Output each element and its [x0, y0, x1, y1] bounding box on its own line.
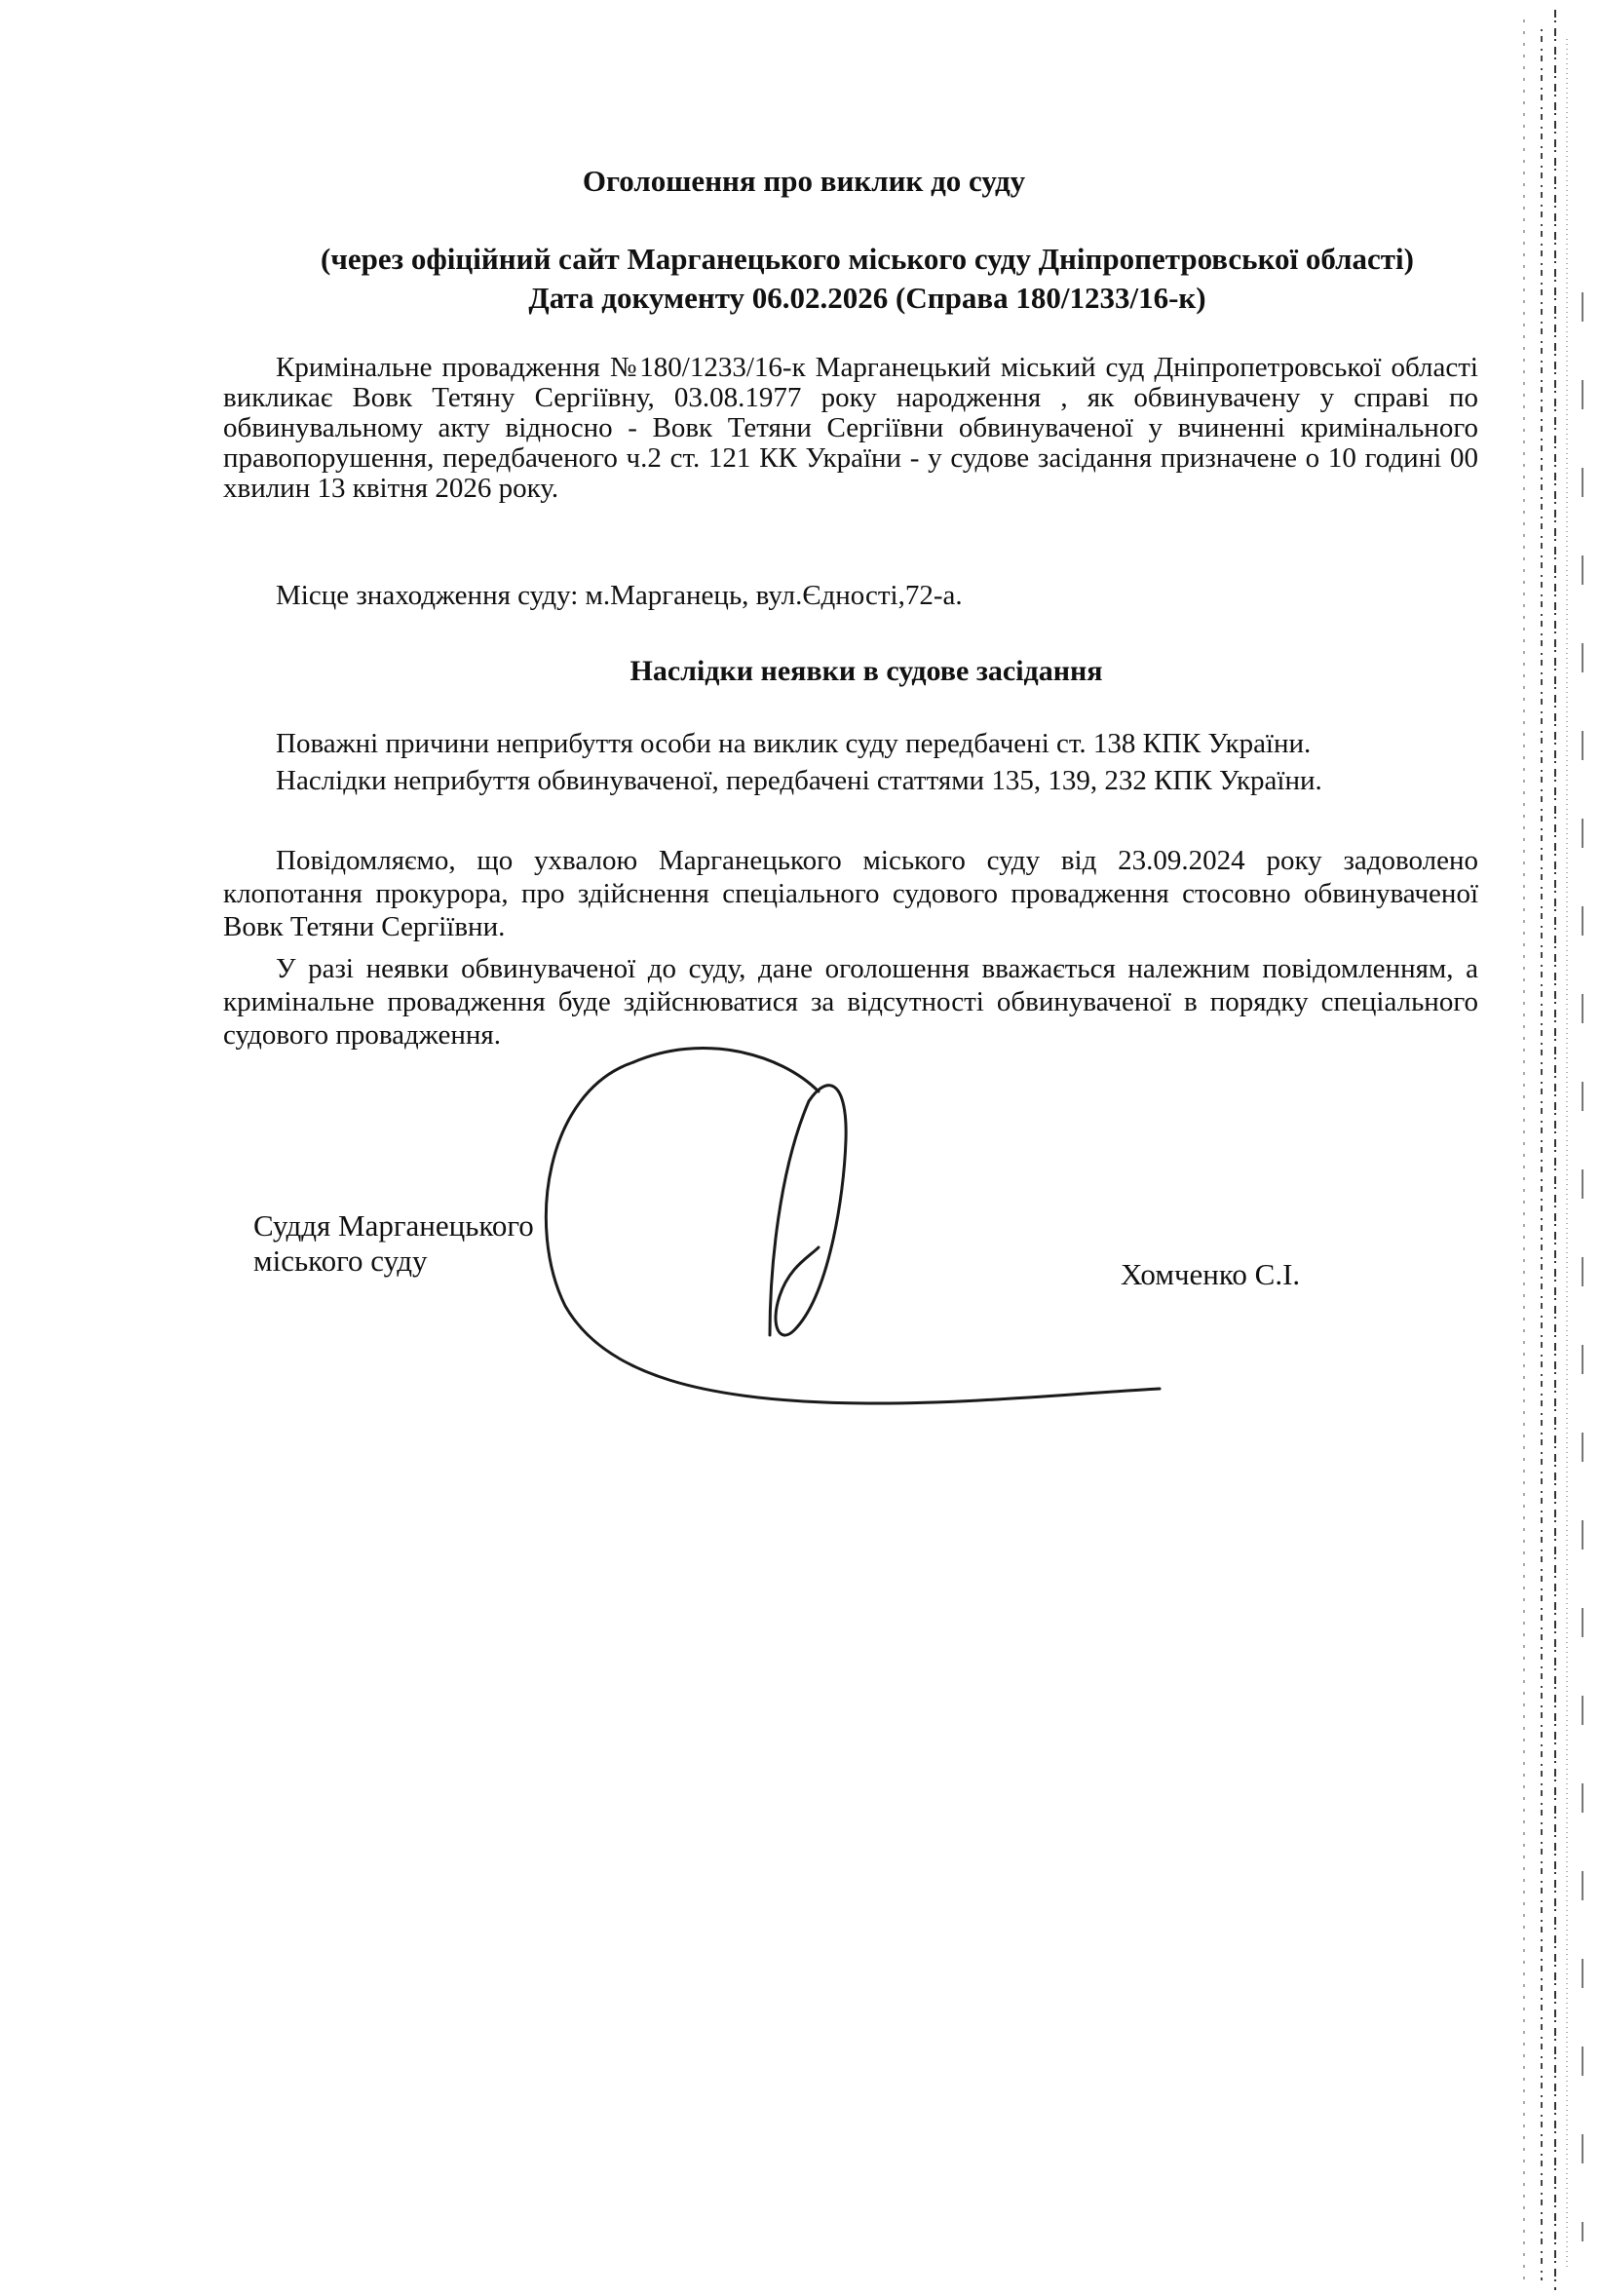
consequences-heading: Наслідки неявки в судове засідання — [629, 655, 1103, 687]
document-subtitle-court: (через офіційний сайт Марганецького міського суду Дніпропетровської області) — [321, 242, 1414, 276]
judge-name: Хомченко С.І. — [1121, 1257, 1301, 1291]
signature-upper-arc-stroke — [633, 1049, 819, 1091]
document-title: Оголошення про виклик до суду — [582, 164, 1026, 198]
absence-text: У разі неявки обвинуваченої до суду, дане оголошення вважається належним повідомленням, а кримінальне провадження буде здійснюватися за відсутності обвинуваченої в порядку спеціального судового провадження. — [223, 953, 1478, 1051]
signature-loop-stroke — [546, 1062, 1160, 1403]
document-subtitle-date-case: Дата документу 06.02.2026 (Справа 180/1233/16-к) — [528, 281, 1206, 315]
signature-initial-stroke — [770, 1086, 846, 1335]
notification-text: Повідомляємо, що ухвалою Марганецького міського суду від 23.09.2024 року задоволено клопотання прокурора, про здійснення спеціального судового провадження стосовно обвинуваченої Вовк Тетяни Сергіївни. — [223, 845, 1478, 942]
judge-title-line1: Суддя Марганецького — [253, 1208, 534, 1243]
main-paragraph-text: Кримінальне провадження №180/1233/16-к Марганецький міський суд Дніпропетровської області викликає Вовк Тетяну Сергіївну, 03.08.1977 року народження , як обвинувачену у справі по обвинувальному акту відносно - Вовк Тетяни Сергіївни обвинуваченої у вчиненні кримінального правопорушення, передбаченого ч.2 ст. 121 КК України - у судове засідання призначене о 10 годині 00 хвилин 13 квітня 2026 року. — [223, 352, 1478, 504]
judge-title-line2: міського суду — [253, 1244, 428, 1278]
reasons-paragraph — [223, 727, 1478, 760]
scan-edge-noise — [1485, 0, 1602, 2296]
court-location-paragraph — [223, 579, 1478, 612]
absence-paragraph — [223, 952, 1478, 1052]
consequences-paragraph — [223, 764, 1478, 797]
consequences-text: Наслідки неприбуття обвинуваченої, передбачені статтями 135, 139, 232 КПК України. — [276, 765, 1322, 796]
court-location-text: Місце знаходження суду: м.Марганець, вул.Єдності,72-а. — [276, 580, 963, 611]
main-paragraph — [223, 353, 1478, 504]
judge-title — [253, 1208, 534, 1279]
notification-paragraph — [223, 844, 1478, 943]
reasons-text: Поважні причини неприбуття особи на виклик суду передбачені ст. 138 КПК України. — [276, 728, 1312, 759]
